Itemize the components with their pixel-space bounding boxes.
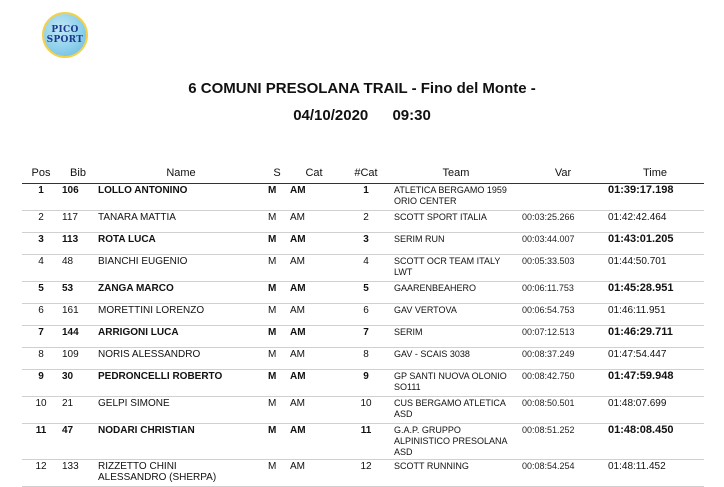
cell-sex: M [266, 326, 288, 348]
cell-team: CUS BERGAMO ATLETICA ASD [392, 397, 520, 424]
cell-bib: 48 [60, 255, 96, 282]
table-row [22, 304, 704, 326]
cell-name [96, 397, 266, 424]
cell-var: 00:06:11.753 [520, 282, 606, 304]
cell-bib: 144 [60, 326, 96, 348]
cell-team: SERIM [392, 326, 520, 348]
cell-team: GP SANTI NUOVA OLONIO SO111 [392, 370, 520, 397]
cell-bib: 109 [60, 348, 96, 370]
cell-pos: 3 [22, 233, 60, 255]
cell-cat: AM [288, 304, 340, 326]
cell-cat-rank: 11 [340, 424, 392, 460]
cell-time: 01:47:59.948 [606, 370, 704, 397]
cell-var: 00:06:54.753 [520, 304, 606, 326]
cell-time: 01:43:01.205 [606, 233, 704, 255]
cell-name [96, 184, 266, 211]
cell-sex: M [266, 460, 288, 487]
race-title: 6 COMUNI PRESOLANA TRAIL - Fino del Monte - [188, 80, 536, 97]
cell-bib: 106 [60, 184, 96, 211]
table-row [22, 184, 704, 211]
table-row [22, 460, 704, 487]
cell-name [96, 348, 266, 370]
cell-pos: 9 [22, 370, 60, 397]
col-sex: S [266, 163, 288, 184]
cell-cat: AM [288, 233, 340, 255]
cell-sex: M [266, 233, 288, 255]
runner-name: NODARI CHRISTIAN [98, 425, 195, 436]
cell-name [96, 326, 266, 348]
cell-time: 01:48:07.699 [606, 397, 704, 424]
cell-cat: AM [288, 397, 340, 424]
cell-pos: 8 [22, 348, 60, 370]
cell-time: 01:48:11.452 [606, 460, 704, 487]
runner-name: RIZZETTO CHINI [98, 461, 177, 472]
cell-pos: 10 [22, 397, 60, 424]
table-row [22, 233, 704, 255]
cell-cat-rank: 1 [340, 184, 392, 211]
cell-name [96, 211, 266, 233]
race-start-time: 09:30 [392, 107, 431, 124]
runner-name: ARRIGONI LUCA [98, 327, 179, 338]
cell-var: 00:05:33.503 [520, 255, 606, 282]
cell-cat: AM [288, 370, 340, 397]
col-team: Team [392, 163, 520, 184]
cell-var: 00:08:51.252 [520, 424, 606, 460]
cell-cat-rank: 4 [340, 255, 392, 282]
cell-cat-rank: 7 [340, 326, 392, 348]
cell-time: 01:48:08.450 [606, 424, 704, 460]
cell-var: 00:03:44.007 [520, 233, 606, 255]
cell-var: 00:08:37.249 [520, 348, 606, 370]
cell-name [96, 424, 266, 460]
cell-sex: M [266, 255, 288, 282]
cell-var: 00:08:42.750 [520, 370, 606, 397]
cell-cat: AM [288, 211, 340, 233]
cell-name [96, 233, 266, 255]
logo-line-2: SPORT [46, 35, 84, 45]
cell-var: 00:03:25.266 [520, 211, 606, 233]
table-row [22, 397, 704, 424]
cell-sex: M [266, 424, 288, 460]
cell-name [96, 304, 266, 326]
cell-sex: M [266, 370, 288, 397]
cell-team: SERIM RUN [392, 233, 520, 255]
cell-cat: AM [288, 348, 340, 370]
cell-var: 00:08:50.501 [520, 397, 606, 424]
runner-name: ZANGA MARCO [98, 283, 174, 294]
cell-name [96, 370, 266, 397]
cell-pos: 11 [22, 424, 60, 460]
cell-bib: 133 [60, 460, 96, 487]
cell-var: 00:07:12.513 [520, 326, 606, 348]
table-row [22, 326, 704, 348]
logo-line-1: PICO [51, 25, 79, 35]
cell-team: SCOTT OCR TEAM ITALY LWT [392, 255, 520, 282]
cell-team: GAARENBEAHERO [392, 282, 520, 304]
cell-cat: AM [288, 282, 340, 304]
cell-cat-rank: 6 [340, 304, 392, 326]
results-header-row [22, 163, 704, 184]
runner-name: TANARA MATTIA [98, 212, 176, 223]
cell-pos: 1 [22, 184, 60, 211]
runner-name-line-2: ALESSANDRO (SHERPA) [98, 472, 217, 483]
cell-sex: M [266, 348, 288, 370]
cell-time: 01:42:42.464 [606, 211, 704, 233]
table-row [22, 424, 704, 460]
cell-cat-rank: 5 [340, 282, 392, 304]
cell-pos: 7 [22, 326, 60, 348]
cell-team: SCOTT SPORT ITALIA [392, 211, 520, 233]
cell-time: 01:47:54.447 [606, 348, 704, 370]
table-row [22, 370, 704, 397]
runner-name: BIANCHI EUGENIO [98, 256, 188, 267]
table-row [22, 211, 704, 233]
cell-bib: 30 [60, 370, 96, 397]
cell-cat: AM [288, 326, 340, 348]
table-row [22, 282, 704, 304]
cell-cat: AM [288, 255, 340, 282]
table-row [22, 348, 704, 370]
cell-bib: 161 [60, 304, 96, 326]
cell-bib: 53 [60, 282, 96, 304]
results-table [22, 163, 704, 487]
cell-team: G.A.P. GRUPPO ALPINISTICO PRESOLANA ASD [392, 424, 520, 460]
runner-name: PEDRONCELLI ROBERTO [98, 371, 223, 382]
cell-cat-rank: 3 [340, 233, 392, 255]
cell-time: 01:46:29.711 [606, 326, 704, 348]
pico-sport-logo [42, 12, 88, 58]
runner-name: LOLLO ANTONINO [98, 185, 188, 196]
cell-bib: 117 [60, 211, 96, 233]
cell-cat: AM [288, 424, 340, 460]
runner-name: NORIS ALESSANDRO [98, 349, 201, 360]
col-pos: Pos [22, 163, 60, 184]
cell-bib: 21 [60, 397, 96, 424]
cell-pos: 6 [22, 304, 60, 326]
cell-team: ATLETICA BERGAMO 1959 ORIO CENTER [392, 184, 520, 211]
col-cat: Cat [288, 163, 340, 184]
cell-cat-rank: 12 [340, 460, 392, 487]
race-date: 04/10/2020 [293, 107, 369, 124]
cell-name [96, 460, 266, 487]
runner-name: GELPI SIMONE [98, 398, 170, 409]
runner-name: MORETTINI LORENZO [98, 305, 205, 316]
cell-team: SCOTT RUNNING [392, 460, 520, 487]
cell-bib: 47 [60, 424, 96, 460]
cell-cat-rank: 9 [340, 370, 392, 397]
runner-name: ROTA LUCA [98, 234, 156, 245]
col-time: Time [606, 163, 704, 184]
cell-sex: M [266, 282, 288, 304]
cell-time: 01:46:11.951 [606, 304, 704, 326]
cell-var: 00:08:54.254 [520, 460, 606, 487]
col-bib: Bib [60, 163, 96, 184]
cell-sex: M [266, 211, 288, 233]
cell-pos: 5 [22, 282, 60, 304]
cell-cat-rank: 10 [340, 397, 392, 424]
col-name: Name [96, 163, 266, 184]
cell-pos: 4 [22, 255, 60, 282]
cell-team: GAV VERTOVA [392, 304, 520, 326]
cell-cat: AM [288, 460, 340, 487]
cell-pos: 12 [22, 460, 60, 487]
cell-time: 01:39:17.198 [606, 184, 704, 211]
cell-var [520, 184, 606, 211]
cell-pos: 2 [22, 211, 60, 233]
col-var: Var [520, 163, 606, 184]
table-row [22, 255, 704, 282]
cell-cat-rank: 2 [340, 211, 392, 233]
cell-sex: M [266, 184, 288, 211]
cell-team: GAV - SCAIS 3038 [392, 348, 520, 370]
race-date-time [0, 107, 724, 124]
col-cat-rank: #Cat [340, 163, 392, 184]
cell-cat-rank: 8 [340, 348, 392, 370]
cell-time: 01:44:50.701 [606, 255, 704, 282]
cell-name [96, 255, 266, 282]
cell-bib: 113 [60, 233, 96, 255]
cell-cat: AM [288, 184, 340, 211]
cell-time: 01:45:28.951 [606, 282, 704, 304]
cell-sex: M [266, 397, 288, 424]
cell-sex: M [266, 304, 288, 326]
cell-name [96, 282, 266, 304]
